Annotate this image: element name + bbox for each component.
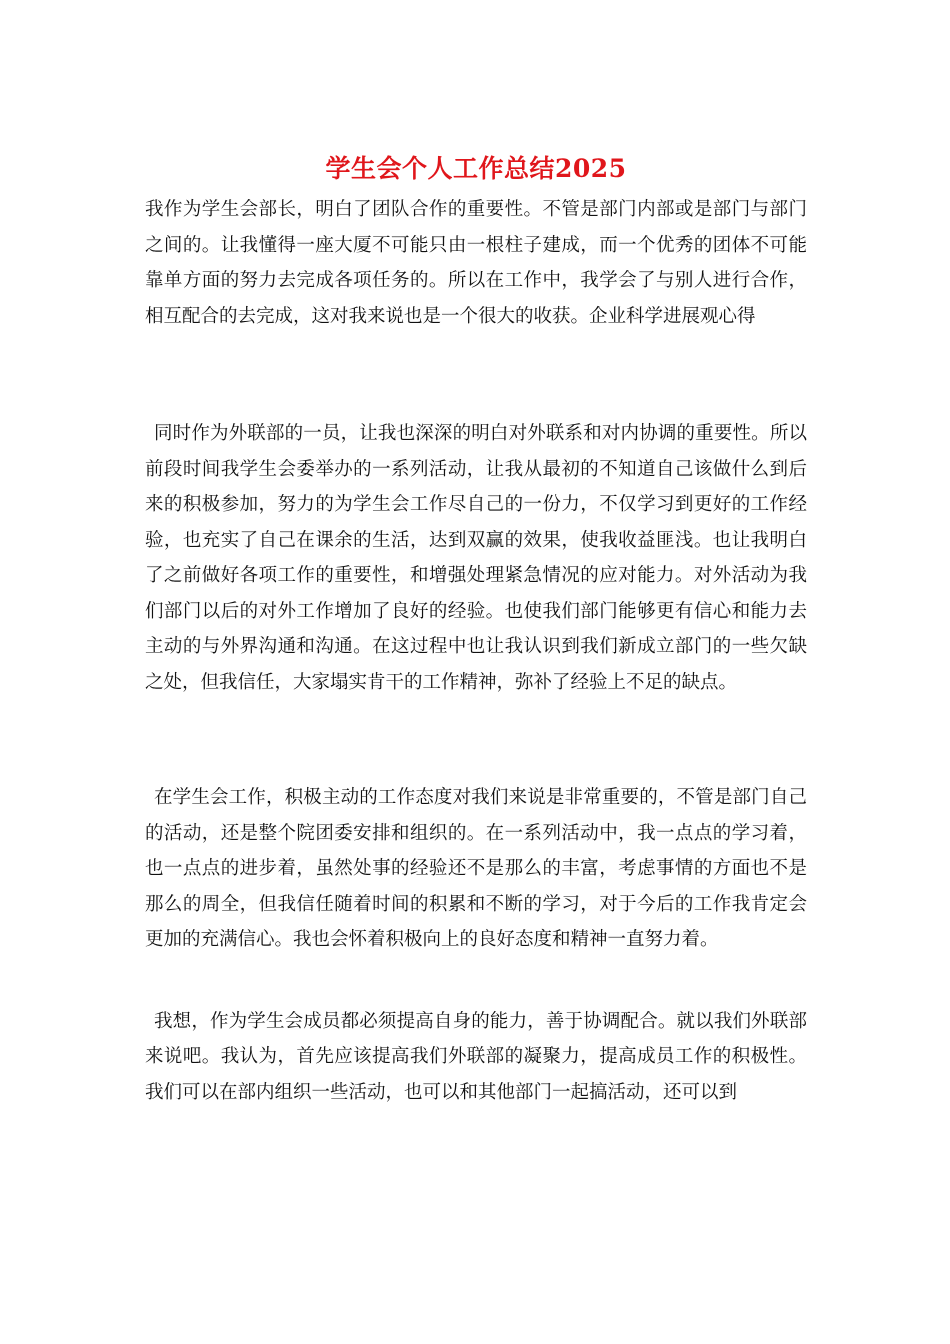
paragraph-2: 同时作为外联部的一员，让我也深深的明白对外联系和对内协调的重要性。所以前段时间我学生会委举办的一系列活动，让我从最初的不知道自己该做什么到后来的积极参加，努力的为学生会工作尽自己的一份力，不仅学习到更好的工作经验，也充实了自己在课余的生活，达到双赢的效果，使我收益匪浅。也让我明白了之前做好各项工作的重要性，和增强处理紧急情况的应对能力。对外活动为我们部门以后的对外工作增加了良好的经验。也使我们部门能够更有信心和能力去主动的与外界沟通和沟通。在这过程中也让我认识到我们新成立部门的一些欠缺之处，但我信任，大家塌实肯干的工作精神，弥补了经验上不足的缺点。: [145, 423, 807, 693]
paragraph-3: 在学生会工作，积极主动的工作态度对我们来说是非常重要的，不管是部门自己的活动，还是整个院团委安排和组织的。在一系列活动中，我一点点的学习着，也一点点的进步着，虽然处事的经验还不是那么的丰富，考虑事情的方面也不是那么的周全，但我信任随着时间的积累和不断的学习，对于今后的工作我肯定会更加的充满信心。我也会怀着积极向上的良好态度和精神一直努力着。: [145, 787, 807, 950]
paragraph-spacer: [145, 700, 807, 780]
paragraph-4: 我想，作为学生会成员都必须提高自身的能力，善于协调配合。就以我们外联部来说吧。我认为，首先应该提高我们外联部的凝聚力，提高成员工作的积极性。我们可以在部内组织一些活动，也可以和其他部门一起搞活动，还可以到: [145, 1010, 807, 1103]
paragraph-spacer: [145, 958, 807, 1004]
paragraph-spacer: [145, 334, 807, 416]
document-title: 学生会个人工作总结2025: [325, 154, 627, 183]
paragraph-1: 我作为学生会部长，明白了团队合作的重要性。不管是部门内部或是部门与部门之间的。让我懂得一座大厦不可能只由一根柱子建成，而一个优秀的团体不可能靠单方面的努力去完成各项任务的。所以在工作中，我学会了与别人进行合作，相互配合的去完成，这对我来说也是一个很大的收获。企业科学进展观心得: [145, 199, 807, 327]
document-page: [145, 150, 807, 1110]
